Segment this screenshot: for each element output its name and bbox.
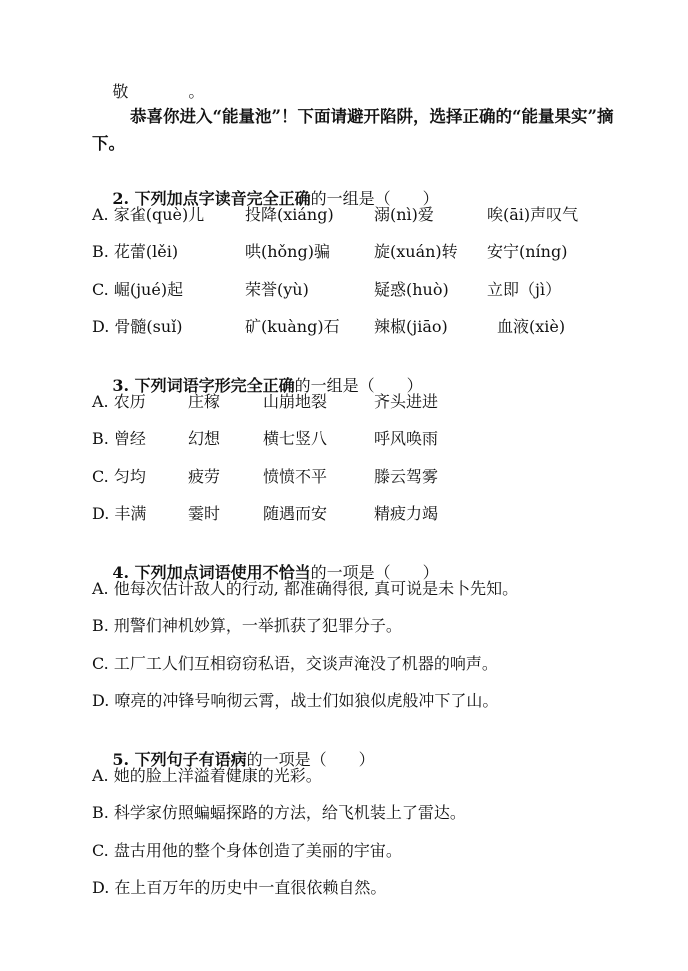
question-5-option-a: A. 她的脸上洋溢着健康的光彩。 <box>92 766 322 785</box>
question-suffix: 的一组是（ ） <box>310 189 439 208</box>
option-cell: 幻想 <box>188 429 221 448</box>
option-cell: 旋(xuán)转 <box>374 242 458 261</box>
intro-text: 恭喜你进入“能量池”！下面请避开陷阱，选择正确的“能量果实”摘下。 <box>92 107 614 153</box>
question-4-option-d: D. 嘹亮的冲锋号响彻云霄，战士们如狼似虎般冲下了山。 <box>92 691 499 710</box>
top-fragment-period: 。 <box>188 82 205 101</box>
option-cell: 愤愤不平 <box>263 467 328 486</box>
option-cell: 疲劳 <box>188 467 221 486</box>
option-cell: D. 骨髓(suǐ) <box>92 317 183 336</box>
question-4-option-a: A. 他每次估计敌人的行动, 都准确得很, 真可说是未卜先知。 <box>92 579 519 598</box>
option-cell: 荣誉(yù) <box>245 280 309 299</box>
option-cell: 疑惑(huò) <box>374 280 449 299</box>
emphasis-text: 有语病 <box>198 750 247 769</box>
option-cell: 矿(kuàng)石 <box>245 317 340 336</box>
question-suffix: 的一项是（ ） <box>310 563 439 582</box>
option-cell: C. 匀均 <box>92 467 146 486</box>
question-number: 3. 下列词语 <box>112 376 199 395</box>
question-number: 4. 下列加点 <box>112 563 199 582</box>
question-5-option-d: D. 在上百万年的历史中一直很依赖自然。 <box>92 878 387 897</box>
option-cell: B. 曾经 <box>92 429 146 448</box>
question-suffix: 的一项是（ ） <box>246 750 375 769</box>
option-cell: 山崩地裂 <box>263 392 328 411</box>
emphasis-text: 字形完全正确 <box>198 376 295 395</box>
option-cell: 滕云驾雾 <box>374 467 439 486</box>
question-number: 5. 下列句子 <box>112 750 199 769</box>
option-cell: 哄(hǒng)骗 <box>245 242 330 261</box>
option-cell: 横七竖八 <box>263 429 328 448</box>
question-number: 2. 下列加点字 <box>112 189 215 208</box>
option-cell: 呼风唤雨 <box>374 429 439 448</box>
question-5-option-c: C. 盘古用他的整个身体创造了美丽的宇宙。 <box>92 841 402 860</box>
option-cell: 投降(xiáng) <box>245 205 334 224</box>
option-cell: 安宁(níng) <box>487 242 568 261</box>
option-cell: 血液(xiè) <box>497 317 566 336</box>
option-cell: 唉(āi)声叹气 <box>487 205 579 224</box>
option-cell: B. 花蕾(lěi) <box>92 242 179 261</box>
option-cell: 立即（jì） <box>487 280 562 299</box>
option-cell: D. 丰满 <box>92 504 147 523</box>
option-cell: 庄稼 <box>188 392 221 411</box>
option-cell: A. 农历 <box>92 392 146 411</box>
option-cell: 霎时 <box>188 504 221 523</box>
option-cell: 随遇而安 <box>263 504 328 523</box>
option-cell: 溺(nì)爱 <box>374 205 434 224</box>
question-suffix: 的一组是（ ） <box>294 376 423 395</box>
question-4-option-b: B. 刑警们神机妙算，一举抓获了犯罪分子。 <box>92 616 402 635</box>
emphasis-text: 读音完全正确 <box>214 189 311 208</box>
emphasis-text: 词语使用不恰当 <box>198 563 311 582</box>
option-cell: 精疲力竭 <box>374 504 439 523</box>
option-cell: 齐头进进 <box>374 392 439 411</box>
question-4-option-c: C. 工厂工人们互相窃窃私语，交谈声淹没了机器的响声。 <box>92 654 498 673</box>
option-cell: 辣椒(jiāo) <box>374 317 448 336</box>
option-cell: C. 崛(jué)起 <box>92 280 184 299</box>
top-fragment-char: 敬 <box>112 82 129 101</box>
option-cell: A. 家雀(què)儿 <box>92 205 205 224</box>
question-5-option-b: B. 科学家仿照蝙蝠探路的方法，给飞机装上了雷达。 <box>92 803 466 822</box>
